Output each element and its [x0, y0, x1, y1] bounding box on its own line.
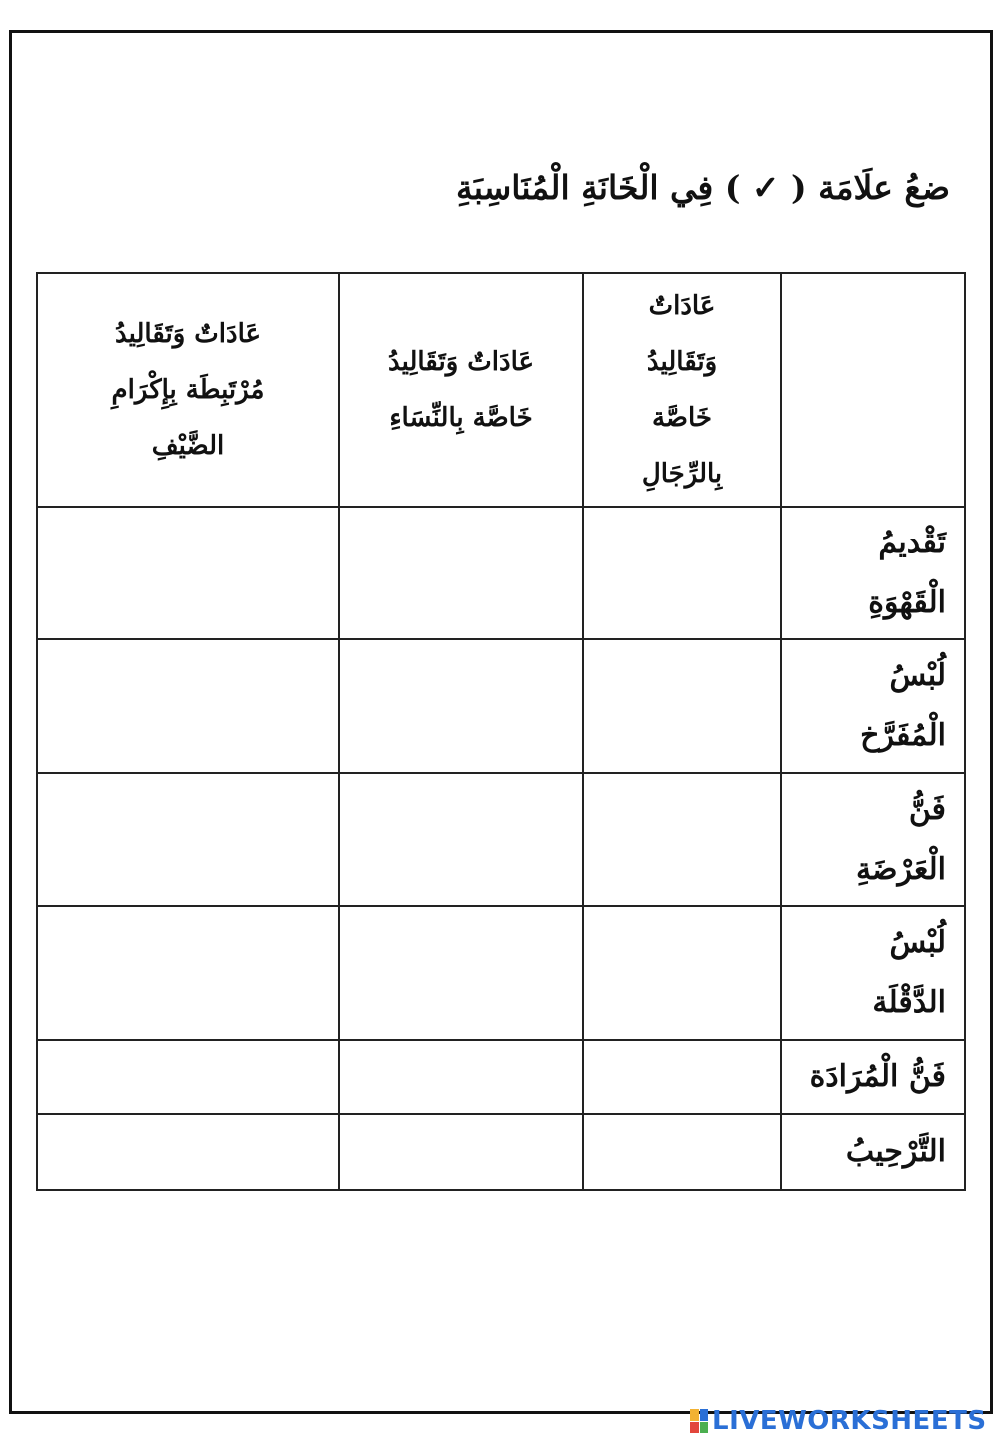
instruction-title: ضعُ علَامَة ( ✓ ) فِي الْخَانَةِ الْمُنَاسِبَةِ — [456, 168, 950, 207]
row-label: تَقْديمُ الْقَهْوَةِ — [781, 507, 965, 639]
row-label: لُبْسُ الدَّقْلَة — [781, 906, 965, 1040]
answer-cell-men[interactable] — [583, 507, 781, 639]
table-row — [37, 507, 965, 639]
table-row — [37, 1114, 965, 1190]
header-men-customs: عَادَاتٌ وَتَقَالِيدُ خَاصَّة بِالرِّجَالِ — [583, 273, 781, 507]
table-row — [37, 1040, 965, 1114]
table-row — [37, 906, 965, 1040]
answer-cell-women[interactable] — [339, 1114, 583, 1190]
answer-table — [36, 272, 966, 1191]
answer-cell-guest[interactable] — [37, 1040, 339, 1114]
row-label: فَنُّ الْعَرْضَةِ — [781, 773, 965, 906]
logo-text: LIVEWORKSHEETS — [712, 1406, 987, 1436]
answer-cell-women[interactable] — [339, 1040, 583, 1114]
table-header-row — [37, 273, 965, 507]
table-row — [37, 639, 965, 773]
answer-cell-women[interactable] — [339, 773, 583, 906]
answer-cell-women[interactable] — [339, 507, 583, 639]
row-label: لُبْسُ الْمُفَرَّخ — [781, 639, 965, 773]
answer-cell-men[interactable] — [583, 639, 781, 773]
answer-cell-women[interactable] — [339, 906, 583, 1040]
answer-cell-men[interactable] — [583, 1114, 781, 1190]
row-label: التَّرْحِيبُ — [781, 1114, 965, 1190]
answer-cell-guest[interactable] — [37, 507, 339, 639]
answer-cell-guest[interactable] — [37, 1114, 339, 1190]
answer-cell-men[interactable] — [583, 773, 781, 906]
answer-cell-women[interactable] — [339, 639, 583, 773]
answer-cell-guest[interactable] — [37, 906, 339, 1040]
logo-mark-icon — [690, 1409, 708, 1433]
answer-cell-guest[interactable] — [37, 773, 339, 906]
row-label: فَنُّ الْمُرَادَة — [781, 1040, 965, 1114]
header-women-customs: عَادَاتٌ وَتَقَالِيدُ خَاصَّة بِالنِّسَاءِ — [339, 273, 583, 507]
answer-cell-men[interactable] — [583, 906, 781, 1040]
liveworksheets-logo — [690, 1404, 987, 1438]
header-guest-customs: عَادَاتٌ وَتَقَالِيدُ مُرْتَبِطَة بِإِكْرَامِ الضَّيْفِ — [37, 273, 339, 507]
answer-cell-men[interactable] — [583, 1040, 781, 1114]
header-empty-cell — [781, 273, 965, 507]
table-row — [37, 773, 965, 906]
answer-cell-guest[interactable] — [37, 639, 339, 773]
